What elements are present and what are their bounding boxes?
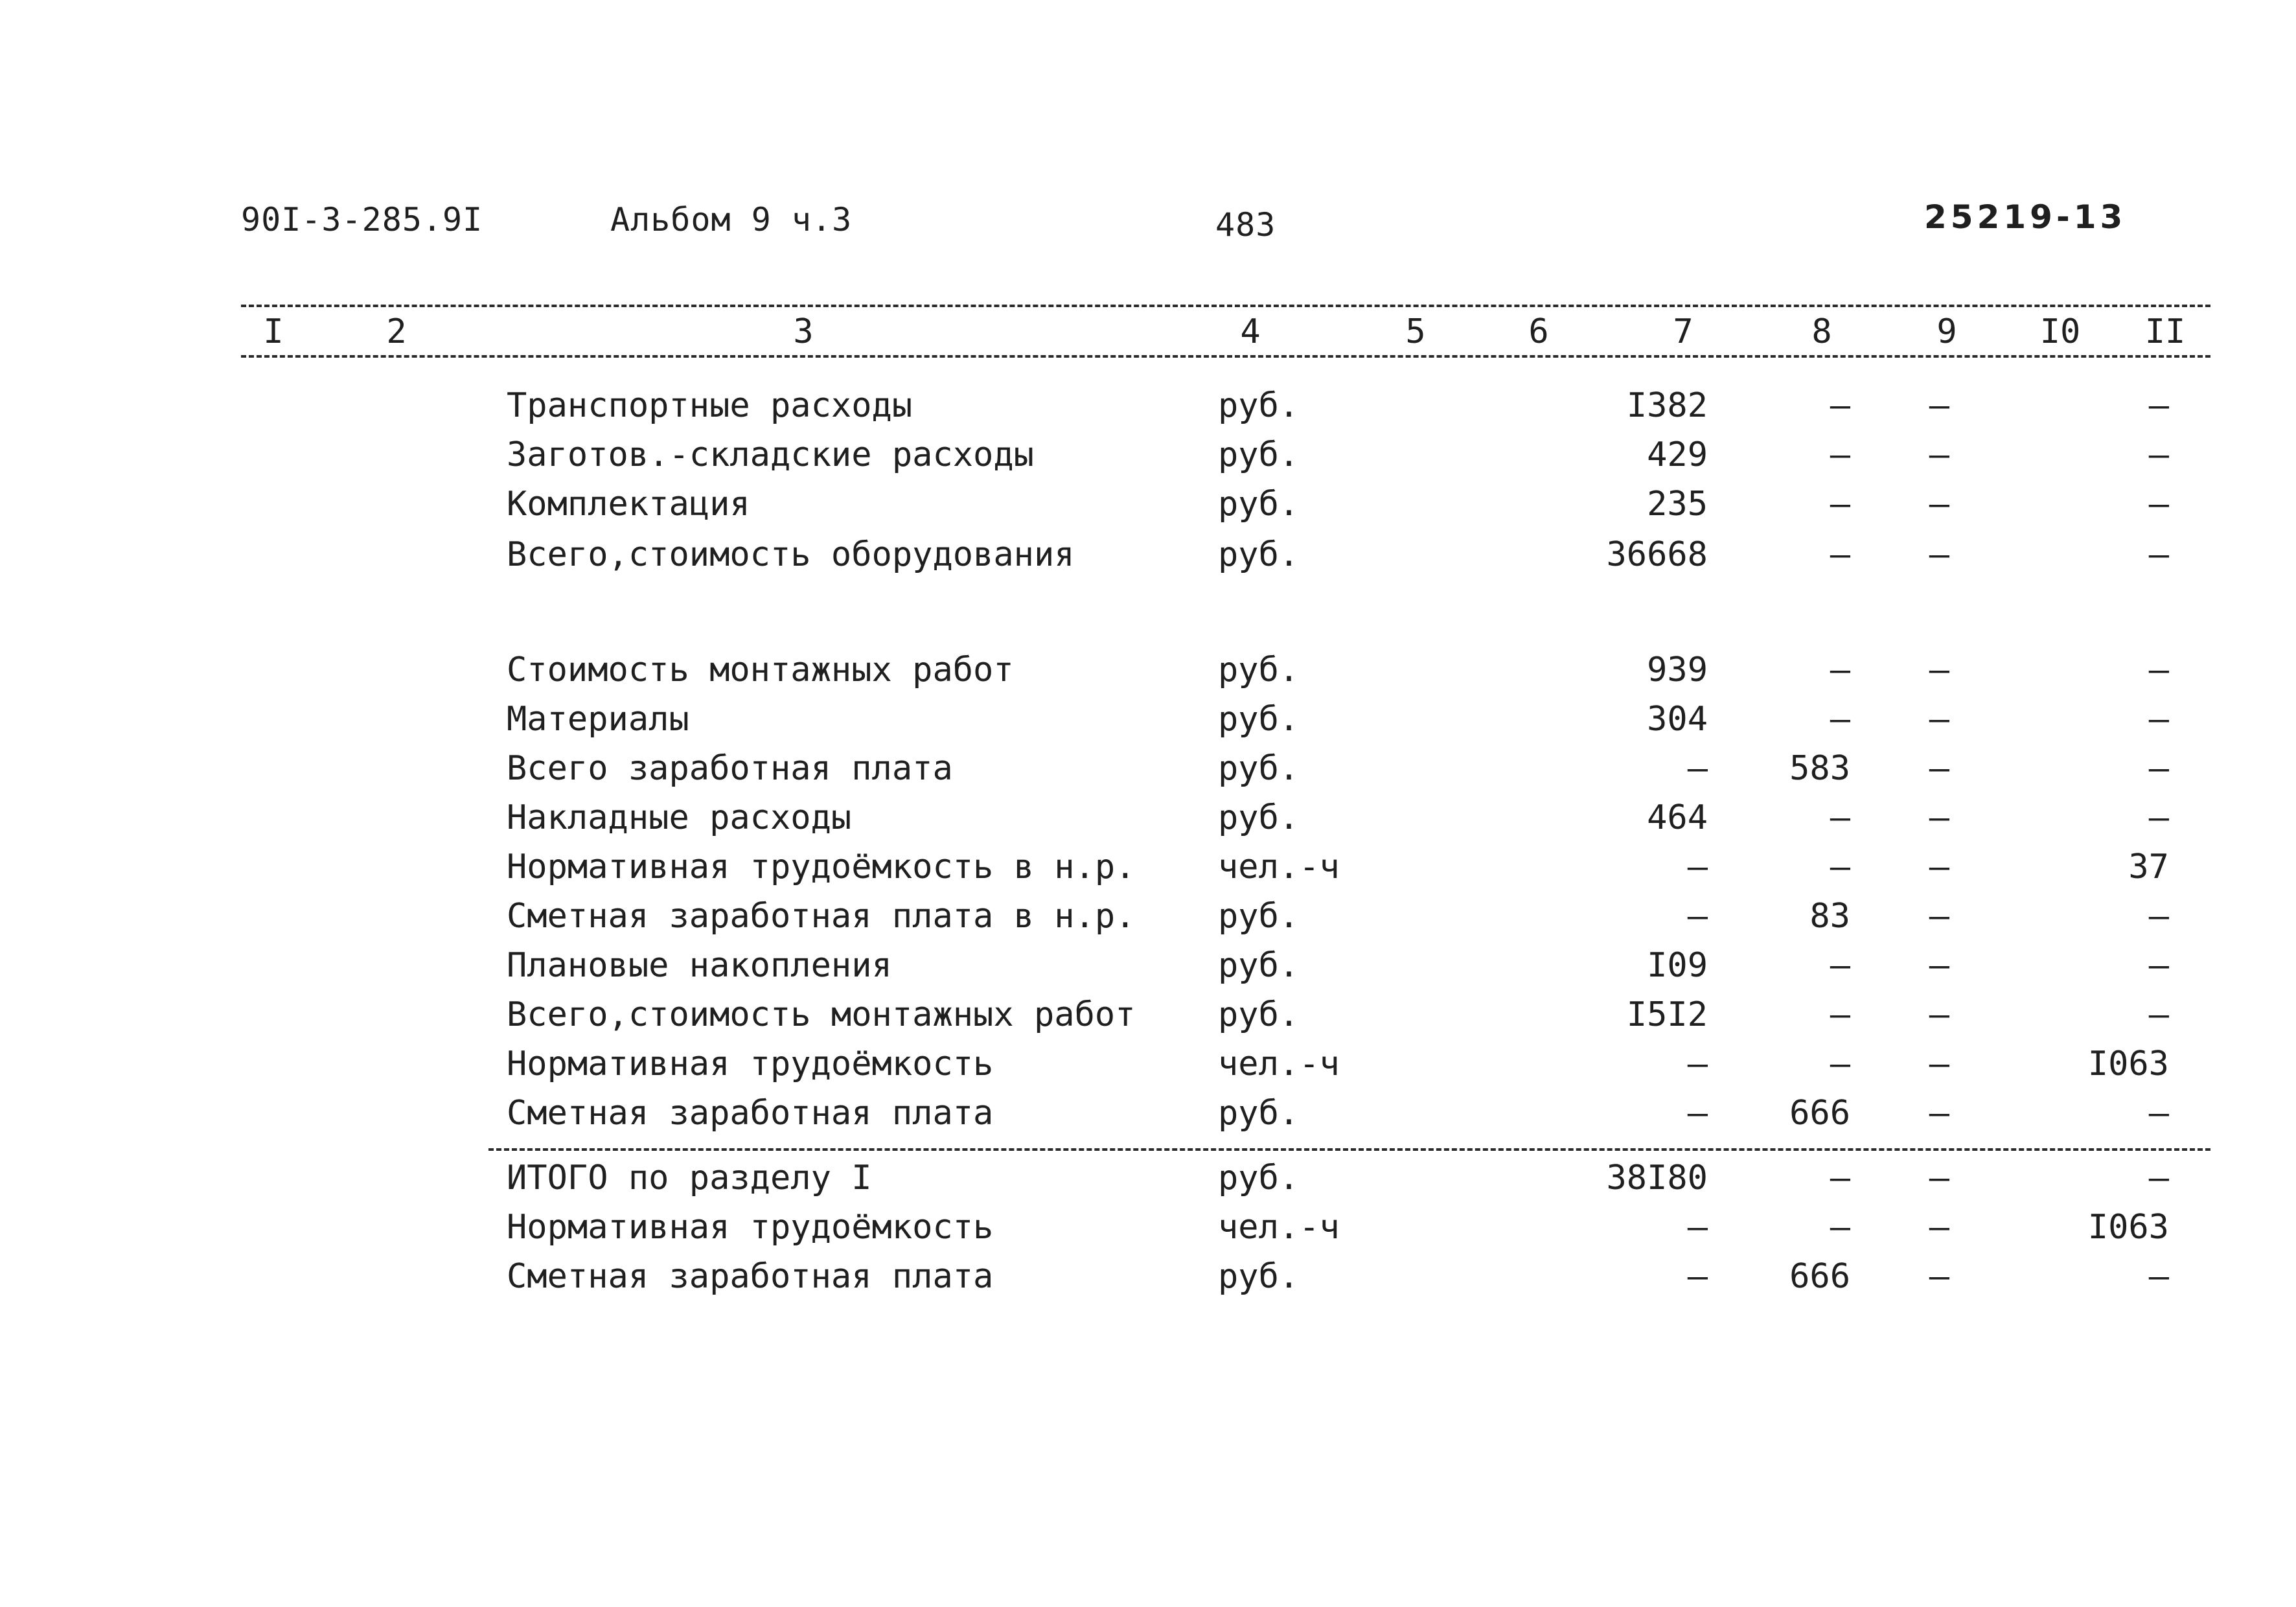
row-unit: руб. [1218,1094,1300,1133]
row-name: Заготов.-складские расходы [507,435,1034,474]
row-unit: руб. [1218,1257,1300,1296]
table-row [0,946,2296,995]
row-col11: – [2148,386,2169,425]
column-number-7: 7 [1673,312,1693,351]
row-col7: 429 [1647,435,1708,474]
row-col9: – [1929,995,1949,1034]
row-col7: 304 [1647,700,1708,739]
row-col8: 583 [1789,749,1850,788]
row-col8: 666 [1789,1257,1850,1296]
row-col11: – [2148,535,2169,574]
row-col9: – [1929,1094,1949,1133]
table-row [0,386,2296,435]
row-col11: – [2148,1257,2169,1296]
row-col7: I382 [1626,386,1708,425]
row-unit: руб. [1218,386,1300,425]
row-col9: – [1929,798,1949,837]
row-col9: – [1929,946,1949,985]
row-name: Всего,стоимость оборудования [507,535,1075,574]
row-col11: – [2148,897,2169,936]
page-number: 483 [1215,206,1276,244]
row-col11: – [2148,435,2169,474]
column-number-1: I [263,312,284,351]
row-unit: руб. [1218,995,1300,1034]
row-col8: – [1830,700,1850,739]
row-name: Нормативная трудоёмкость [507,1045,994,1083]
row-col11: – [2148,651,2169,689]
header-bottom-rule [241,355,2210,358]
table-row [0,485,2296,534]
sheet-number: 25219-13 [1924,198,2127,236]
column-number-4: 4 [1240,312,1261,351]
row-unit: руб. [1218,535,1300,574]
row-unit: руб. [1218,700,1300,739]
row-col9: – [1929,1045,1949,1083]
row-col7: – [1687,1208,1708,1247]
row-col8: – [1830,995,1850,1034]
row-col7: 38I80 [1606,1159,1708,1197]
row-col11: – [2148,485,2169,524]
column-number-10: I0 [2039,312,2081,351]
row-unit: чел.-ч [1218,848,1340,886]
document-code: 90I-3-285.9I [241,201,483,238]
row-name: Сметная заработная плата [507,1257,994,1296]
row-col9: – [1929,1257,1949,1296]
column-number-2: 2 [386,312,407,351]
row-unit: руб. [1218,435,1300,474]
row-unit: чел.-ч [1218,1045,1340,1083]
row-col9: – [1929,700,1949,739]
row-col8: 666 [1789,1094,1850,1133]
row-name: Материалы [507,700,689,739]
header-top-rule [241,305,2210,307]
row-unit: руб. [1218,946,1300,985]
row-col8: – [1830,1159,1850,1197]
total-separator-rule [488,1148,2210,1151]
column-number-8: 8 [1811,312,1832,351]
row-unit: чел.-ч [1218,1208,1340,1247]
table-row [0,848,2296,897]
row-name: Транспортные расходы [507,386,913,425]
row-col7: 36668 [1606,535,1708,574]
row-col11: I063 [2087,1045,2169,1083]
column-number-6: 6 [1528,312,1549,351]
row-unit: руб. [1218,749,1300,788]
album-label: Альбом 9 ч.3 [610,201,853,238]
row-col8: – [1830,535,1850,574]
row-col8: – [1830,435,1850,474]
row-unit: руб. [1218,897,1300,936]
table-row [0,1208,2296,1257]
table-row [0,1094,2296,1143]
table-row [0,1257,2296,1306]
row-name: Всего,стоимость монтажных работ [507,995,1136,1034]
column-number-11: II [2144,312,2186,351]
row-col9: – [1929,897,1949,936]
column-number-9: 9 [1936,312,1957,351]
row-col9: – [1929,535,1949,574]
row-col9: – [1929,651,1949,689]
row-unit: руб. [1218,485,1300,524]
row-col7: I09 [1647,946,1708,985]
row-name: Сметная заработная плата в н.р. [507,897,1136,936]
table-row [0,700,2296,749]
row-col7: – [1687,749,1708,788]
row-col7: – [1687,1045,1708,1083]
table-row [0,995,2296,1045]
row-col7: 464 [1647,798,1708,837]
row-col11: – [2148,1094,2169,1133]
table-row [0,535,2296,584]
row-col9: – [1929,1208,1949,1247]
column-number-3: 3 [793,312,814,351]
row-col11: – [2148,749,2169,788]
table-row [0,798,2296,848]
row-col8: – [1830,1208,1850,1247]
row-col11: I063 [2087,1208,2169,1247]
row-col9: – [1929,435,1949,474]
row-name: Стоимость монтажных работ [507,651,1014,689]
row-col8: 83 [1809,897,1850,936]
row-name: ИТОГО по разделу I [507,1159,872,1197]
row-unit: руб. [1218,1159,1300,1197]
table-row [0,1159,2296,1208]
row-name: Комплектация [507,485,750,524]
table-row [0,897,2296,946]
row-name: Нормативная трудоёмкость в н.р. [507,848,1136,886]
row-col11: – [2148,700,2169,739]
row-col8: – [1830,1045,1850,1083]
row-name: Сметная заработная плата [507,1094,994,1133]
row-col7: – [1687,1257,1708,1296]
row-col11: – [2148,946,2169,985]
row-col7: – [1687,897,1708,936]
table-row [0,749,2296,798]
row-col7: 939 [1647,651,1708,689]
row-name: Накладные расходы [507,798,852,837]
table-row [0,1045,2296,1094]
row-col8: – [1830,848,1850,886]
row-col11: – [2148,995,2169,1034]
row-col9: – [1929,848,1949,886]
row-col9: – [1929,749,1949,788]
row-name: Плановые накопления [507,946,892,985]
row-col8: – [1830,651,1850,689]
row-col11: – [2148,798,2169,837]
row-col11: 37 [2128,848,2169,886]
row-name: Всего заработная плата [507,749,953,788]
row-col9: – [1929,485,1949,524]
row-col7: I5I2 [1626,995,1708,1034]
row-col9: – [1929,1159,1949,1197]
row-col11: – [2148,1159,2169,1197]
row-col8: – [1830,798,1850,837]
row-col7: – [1687,848,1708,886]
row-name: Нормативная трудоёмкость [507,1208,994,1247]
row-col7: 235 [1647,485,1708,524]
row-col8: – [1830,946,1850,985]
row-unit: руб. [1218,798,1300,837]
table-row [0,651,2296,700]
row-col7: – [1687,1094,1708,1133]
row-unit: руб. [1218,651,1300,689]
row-col8: – [1830,386,1850,425]
row-col8: – [1830,485,1850,524]
column-number-5: 5 [1405,312,1426,351]
table-row [0,435,2296,485]
row-col9: – [1929,386,1949,425]
